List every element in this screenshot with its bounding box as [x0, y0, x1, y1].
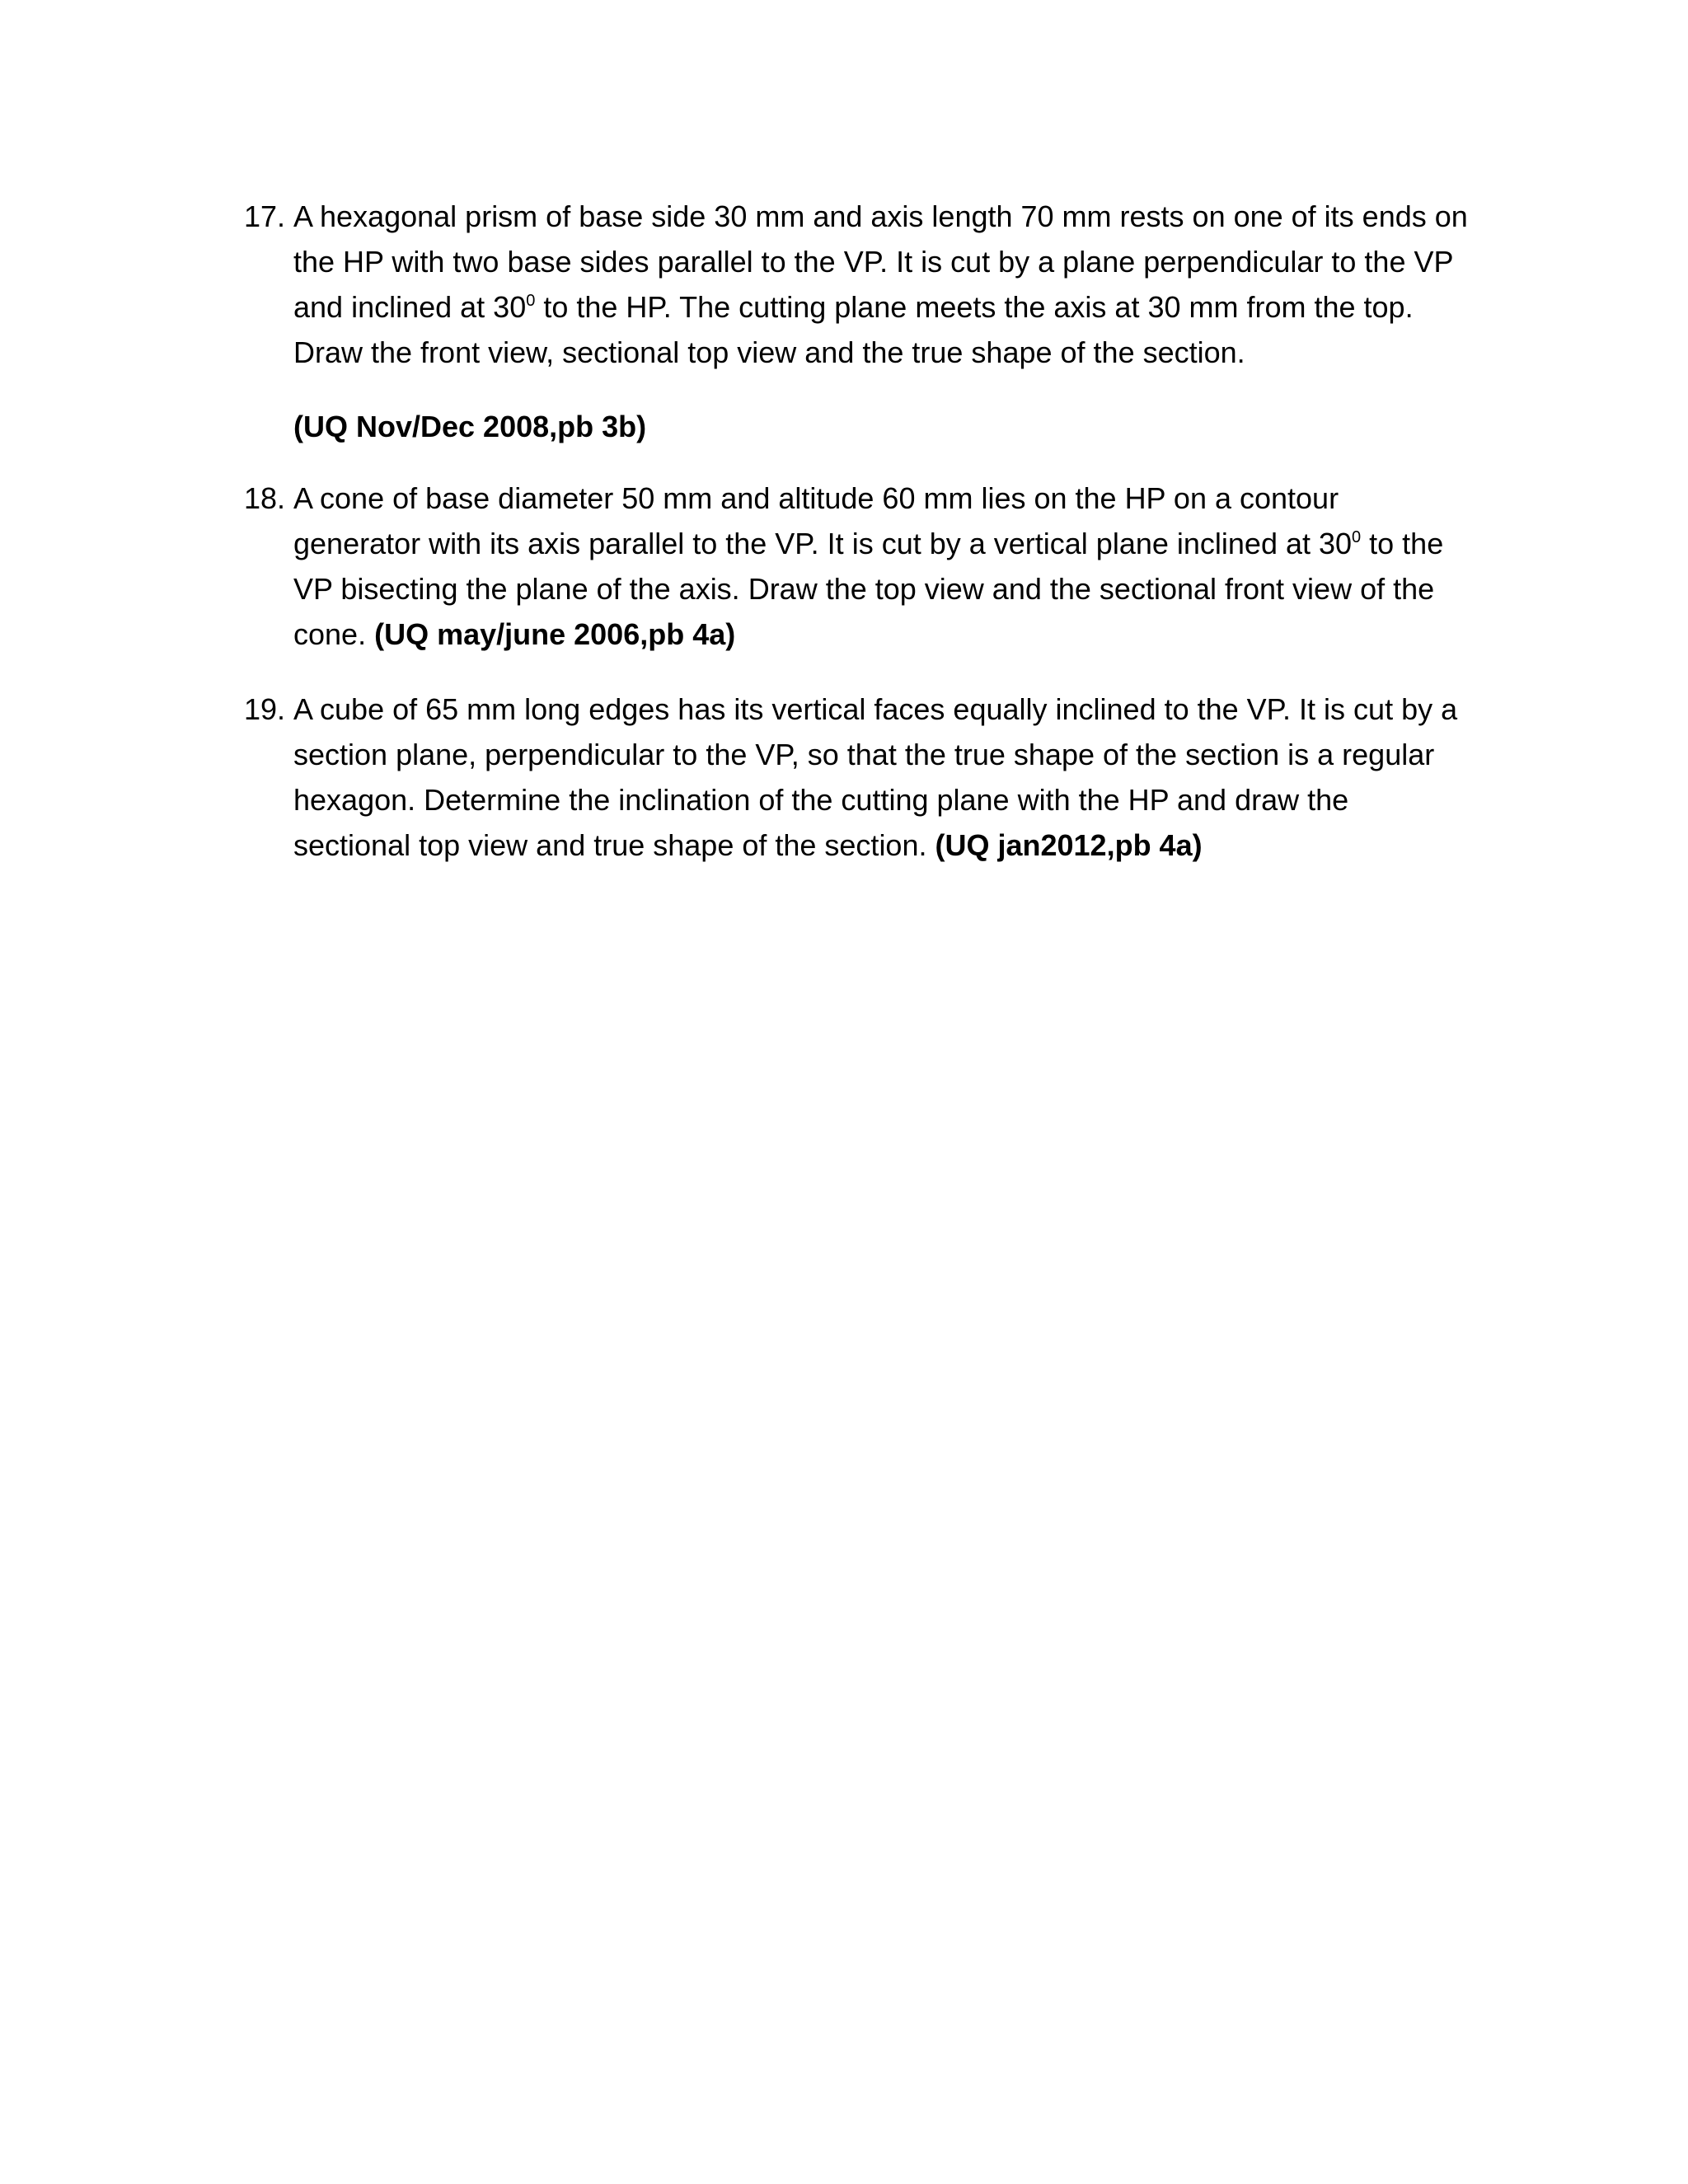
degree-superscript: 0	[1352, 528, 1362, 546]
question-line: the HP with two base sides parallel to the VP. It is cut by a plane perpendicular to the VP	[293, 245, 1454, 279]
question-17	[244, 194, 1480, 375]
question-line: A hexagonal prism of base side 30 mm and axis length 70 mm rests on one of its ends on	[293, 199, 1468, 233]
degree-superscript: 0	[526, 292, 536, 310]
question-line: A cube of 65 mm long edges has its vertical faces equally inclined to the VP. It is cut by a	[293, 692, 1458, 726]
line-text: to the HP. The cutting plane meets the axis at 30 mm from the top.	[535, 290, 1414, 324]
line-text: sectional top view and true shape of the section.	[293, 828, 935, 862]
question-number: 19.	[244, 692, 286, 726]
question-line	[293, 521, 1480, 566]
question-text	[293, 194, 1480, 375]
line-text: generator with its axis parallel to the VP. It is cut by a vertical plane inclined at 30	[293, 527, 1353, 560]
line-text: and inclined at 30	[293, 290, 527, 324]
question-reference: (UQ may/june 2006,pb 4a)	[374, 617, 736, 651]
line-text: cone.	[293, 617, 375, 651]
question-line: section plane, perpendicular to the VP, so that the true shape of the section is a regular	[293, 738, 1435, 771]
question-line	[293, 612, 1480, 657]
question-line	[293, 823, 1480, 868]
question-line: hexagon. Determine the inclination of the cutting plane with the HP and draw the	[293, 783, 1349, 817]
question-line: Draw the front view, sectional top view and the true shape of the section.	[293, 335, 1245, 369]
question-line: VP bisecting the plane of the axis. Draw the top view and the sectional front view of the	[293, 572, 1435, 606]
question-reference: (UQ Nov/Dec 2008,pb 3b)	[293, 410, 647, 443]
line-text: to the	[1361, 527, 1444, 560]
question-19	[244, 687, 1480, 868]
question-text	[293, 687, 1480, 868]
question-line: A cone of base diameter 50 mm and altitude 60 mm lies on the HP on a contour	[293, 481, 1339, 515]
question-number: 18.	[244, 481, 286, 515]
question-number: 17.	[244, 199, 286, 233]
question-line	[293, 284, 1480, 330]
question-reference: (UQ jan2012,pb 4a)	[935, 828, 1203, 862]
question-text	[293, 476, 1480, 657]
question-18	[244, 476, 1480, 657]
